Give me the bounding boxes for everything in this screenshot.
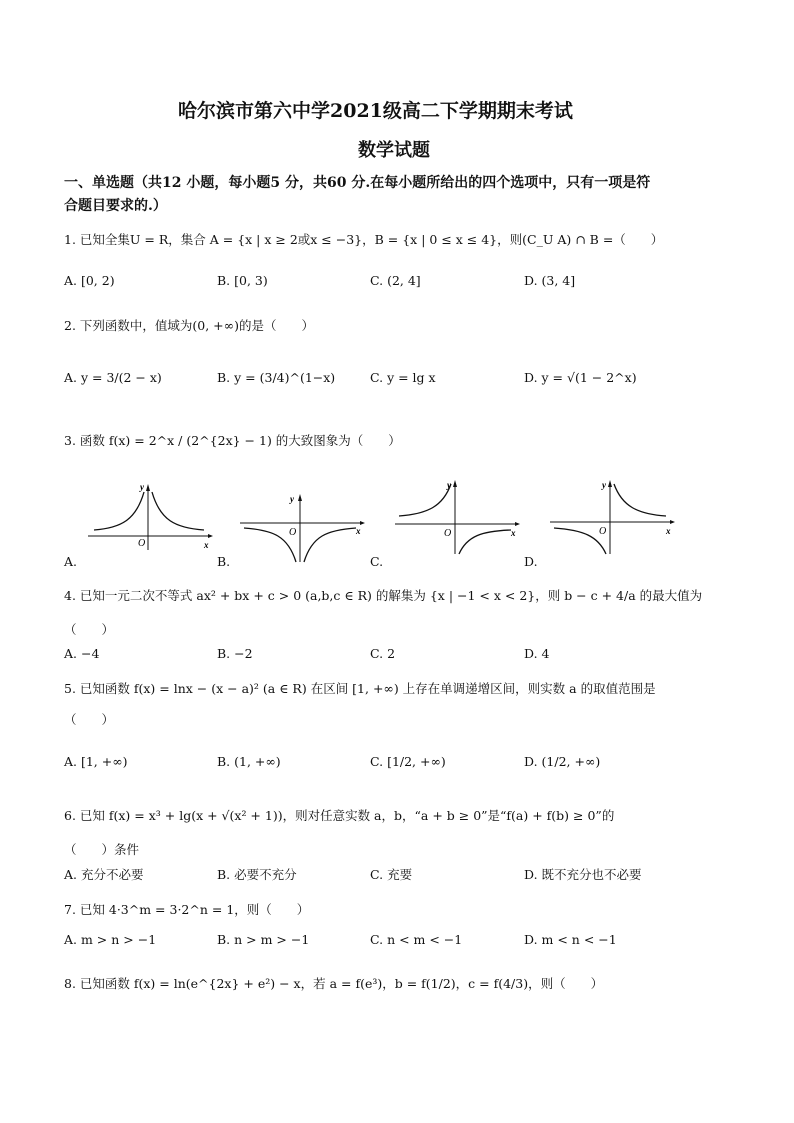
question-1: 1. 已知全集U = R，集合 A = {x | x ≥ 2或x ≤ −3}，B = {x | 0 ≤ x ≤ 4}，则(C_U A) ∩ B =（ ） [64, 232, 664, 247]
question-3: 3. 函数 f(x) = 2^x / (2^{2x} − 1) 的大致图象为（ ） [64, 433, 401, 448]
q4-option-d: D. 4 [524, 646, 550, 661]
graph-d [548, 476, 680, 556]
graph-b-x-label: x [356, 526, 361, 536]
page-title: 哈尔滨市第六中学2021级高二下学期期末考试 [178, 100, 573, 122]
graph-b-y-label: y [290, 494, 294, 504]
question-7: 7. 已知 4·3^m = 3·2^n = 1，则（ ） [64, 902, 310, 917]
q3-option-d: D. [524, 554, 538, 569]
q3-option-c: C. [370, 554, 384, 569]
graph-b-origin-label: O [289, 527, 297, 538]
graph-c-y-label: y [447, 480, 451, 490]
graph-c [393, 476, 525, 556]
graph-a-x-label: x [204, 540, 209, 550]
question-4-blank: （ ） [64, 622, 115, 637]
q4-option-b: B. −2 [217, 646, 253, 661]
question-6: 6. 已知 f(x) = x³ + lg(x + √(x² + 1))，则对任意实数 a，b，“a + b ≥ 0”是“f(a) + f(b) ≥ 0”的 [64, 808, 615, 823]
section-heading-line2: 合题目要求的.） [64, 198, 167, 214]
q2-option-a: A. y = 3/(2 − x) [64, 370, 162, 385]
section-heading-line1: 一、单选题（共12 小题，每小题5 分，共60 分.在每小题所给出的四个选项中，只有一项是符 [64, 175, 651, 191]
graph-a-origin-label: O [138, 538, 146, 549]
q1-option-a: A. [0, 2) [64, 273, 115, 288]
q6-option-a: A. 充分不必要 [64, 867, 144, 882]
graph-a [86, 478, 216, 553]
question-5: 5. 已知函数 f(x) = lnx − (x − a)² (a ∈ R) 在区间 [1, +∞) 上存在单调递增区间，则实数 a 的取值范围是 [64, 681, 656, 696]
q3-option-b: B. [217, 554, 231, 569]
q5-option-b: B. (1, +∞) [217, 754, 281, 769]
q6-option-c: C. 充要 [370, 867, 413, 882]
q7-option-c: C. n < m < −1 [370, 932, 463, 947]
graph-a-y-label: y [140, 482, 144, 492]
q1-option-c: C. (2, 4] [370, 273, 421, 288]
graph-b [238, 490, 368, 565]
graph-d-origin-label: O [599, 526, 607, 537]
q2-option-d: D. y = √(1 − 2^x) [524, 370, 637, 385]
question-4: 4. 已知一元二次不等式 ax² + bx + c > 0 (a,b,c ∈ R) 的解集为 {x | −1 < x < 2}，则 b − c + 4/a 的最大值为 [64, 588, 703, 603]
q5-option-d: D. (1/2, +∞) [524, 754, 601, 769]
q2-option-c: C. y = lg x [370, 370, 436, 385]
q5-option-a: A. [1, +∞) [64, 754, 128, 769]
graph-c-origin-label: O [444, 528, 452, 539]
q3-option-a: A. [64, 554, 78, 569]
q4-option-c: C. 2 [370, 646, 396, 661]
q7-option-a: A. m > n > −1 [64, 932, 157, 947]
page-subtitle: 数学试题 [358, 140, 430, 161]
q1-option-b: B. [0, 3) [217, 273, 268, 288]
q1-option-d: D. (3, 4] [524, 273, 576, 288]
q2-option-b: B. y = (3/4)^(1−x) [217, 370, 336, 385]
q4-option-a: A. −4 [64, 646, 100, 661]
graph-d-y-label: y [602, 480, 606, 490]
graph-c-x-label: x [511, 528, 516, 538]
graph-d-x-label: x [666, 526, 671, 536]
q7-option-d: D. m < n < −1 [524, 932, 617, 947]
question-8: 8. 已知函数 f(x) = ln(e^{2x} + e²) − x，若 a = f(e³)，b = f(1/2)，c = f(4/3)，则（ ） [64, 976, 604, 991]
q5-option-c: C. [1/2, +∞) [370, 754, 446, 769]
q6-option-b: B. 必要不充分 [217, 867, 297, 882]
question-6-blank: （ ）条件 [64, 842, 140, 857]
question-5-blank: （ ） [64, 712, 115, 727]
q7-option-b: B. n > m > −1 [217, 932, 310, 947]
q6-option-d: D. 既不充分也不必要 [524, 867, 642, 882]
question-2: 2. 下列函数中，值域为(0, +∞)的是（ ） [64, 318, 314, 333]
